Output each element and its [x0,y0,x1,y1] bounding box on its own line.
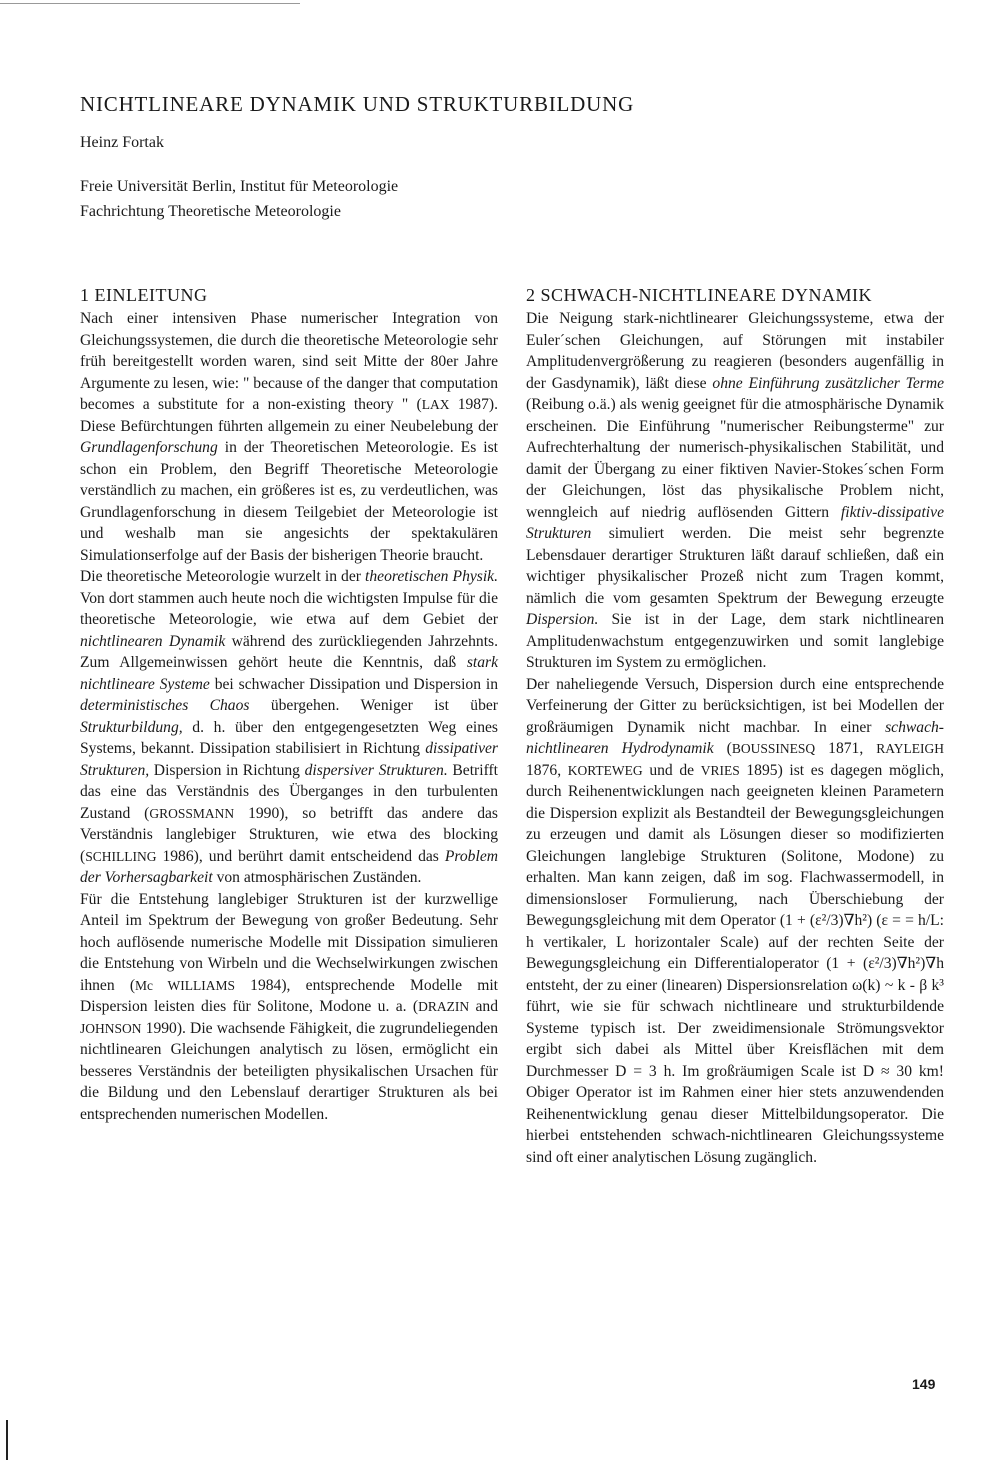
section-2-paragraph-1 [526,308,944,674]
section-1-paragraph-2 [80,566,498,889]
emphasis: Dispersion. [526,611,599,628]
citation: DRAZIN [418,999,470,1014]
text-run: simuliert werden. Die meist sehr begrenzte Lebensdauer derartiger Strukturen läßt darauf schließen, daß ein wichtiger physikalischer Prozeß nicht zum Tragen kommt, nämlich die vom gesamten Spektrum der Bewegung erzeugte [526,525,944,607]
emphasis: Grundlagenforschung [80,439,218,456]
text-run: Von dort stammen auch heute noch die wichtigsten Impulse für die theoretische Meteorologie, wie etwa auf dem Gebiet der [80,589,498,628]
emphasis: nichtlinearen Dynamik [80,632,226,650]
text-run: in der Theoretischen Meteorologie. Es ist schon ein Problem, den Begriff Theoretische Meteorologie verständlich zu machen, ein größeres ist es, zu verdeutlichen, was Grundlagenforschung in diesem Teilgebiet der Meteorologie ist und weshalb man sie angesichts der spektakulären Simulationserfolge auf der Basis der bisherigen Theorie braucht. [80,439,498,564]
citation: JOHNSON [80,1020,142,1036]
text-run: 1986), und berührt damit entscheidend das [156,847,445,865]
left-column [80,285,498,1125]
text-run: 1990). Die wachsende Fähigkeit, die zugrundeliegenden nichtlinearen Gleichungen analytisch zu lösen, ermöglicht ein besseres Verständnis der beteiligten physikalischen Ursachen für die Bildung und den Lebenslauf derartiger Strukturen als bei entsprechenden numerischen Modellen. [80,1019,498,1123]
text-run: 1895) ist es dagegen möglich, durch Reihenentwicklungen nach geeigneten kleinen Parametern die Dispersion explizit als Bestandteil der Bewegungsgleichungen zu erzeugen und damit als Lösungen dieser so modifizierten Gleichungen langlebige Strukturen (Solitone, Modone) zu erhalten. Man kann zeigen, daß im sog. Flachwassermodell, in dimensionsloser Formulierung, nach Überschiebung der Bewegungsgleichung mit dem Operator (1 + (ε²/3)∇h²) (ε = = h/L: h vertikaler, L horizontaler Scale) auf der rechten Seite der Bewegungsgleichung ein Differentialoperator (1 + (ε²/3)∇h²)∇h entsteht, der zu einer (linearen) Dispersionsrelation ω(k) ~ k - β k³ führt, wie sie für schwach nichtlineare und strukturbildende Systeme typisch ist. Der zweidimensionale Strömungsvektor ergibt sich dabei als Mittel über Kreisflächen mit dem Durchmesser D = 3 h. Im großräumigen Scale ist D ≈ 30 km! Obiger Operator ist im Rahmen einer hier stets anzuwendenden Reihenentwicklung genau dieser Mittelbildungsoperator. Die hierbei entstehenden schwach-nichtlinearen Gleichungssysteme sind oft einer analytischen Lösung zugänglich. [526,761,945,1166]
text-run: bei schwacher Dissipation und Dispersion in [209,675,498,693]
emphasis: fiktiv-dissipative Strukturen [526,503,944,542]
text-run: 1876, [526,761,568,779]
emphasis: deterministisches Chaos [80,697,250,714]
text-run: 1990), so betrifft das andere das Verständnis langlebiger Strukturen, wie etwa des blocking ( [80,804,498,865]
citation: SCHILLING [85,848,157,864]
text-run: Der naheliegende Versuch, Dispersion durch eine entsprechende Verfeinerung der Gitter zu berücksichtigen, ist bei Modellen der großräumigen Dynamik nicht machbar. In einer [526,675,944,736]
emphasis: Strukturbildung, [80,718,183,736]
emphasis: stark nichtlineare Systeme [80,654,498,693]
paper-title: NICHTLINEARE DYNAMIK UND STRUKTURBILDUNG [80,92,635,116]
section-1-paragraph-3 [80,889,498,1126]
text-run: Betrifft das eine das Verständnis des Überganges in den turbulenten Zustand ( [80,761,498,822]
author-name: Heinz Fortak [80,134,164,151]
text-run: and [469,998,498,1015]
text-run: Die Neigung stark-nichtlinearer Gleichungssysteme, etwa der Euler´schen Gleichungen, auf Störungen mit instabiler Amplitudenvergrößerung zu reagieren (besonders augenfällig in der Gasdynamik), läßt diese [526,310,944,392]
section-1-heading: 1 EINLEITUNG [80,285,208,305]
emphasis: ohne Einführung zusätzlicher Terme [712,374,945,392]
text-run: 1987). Diese Befürchtungen führten allgemein zu einer Neubelebung der [80,396,498,435]
text-run: Sie ist in der Lage, dem stark nichtlinearen Amplitudenwachstum entgegenzuwirken und somit langlebige Strukturen im System zu ermöglichen. [526,611,944,671]
section-2-paragraph-2 [526,674,944,1169]
text-run: Nach einer intensiven Phase numerischer Integration von Gleichungssystemen, die durch die theoretische Meteorologie sehr früh bereitgestellt worden waren, sind seit Mitte der 80er Jahre Argumente zu lesen, wie: " because of the danger that computation becomes a substitute for a non-existing theory " ( [80,310,498,413]
text-run: (Reibung o.ä.) als wenig geeignet für die atmosphärische Dynamik erscheinen. Die Einführung "numerischer Reibungsterme" zur Aufrechterhaltung der numerisch-physikalischen Stabilität, und damit der Übergang zu einer fiktiven Navier-Stokes´schen Form der Gleichungen, löst das physikalische Problem nicht, wenngleich auf niedrig auflösenden Gittern [526,396,944,521]
citation: BOUSSINESQ [731,741,816,756]
text-run: Für die Entstehung langlebiger Strukturen ist der kurzwellige Anteil im Spektrum der Bewegung von großer Bedeutung. Sehr hoch auflösende numerische Modelle mit Dissipation simulieren die Entstehung von Wirbeln und die Wechselwirkungen zwischen ihnen ( [80,890,498,994]
emphasis: dissipativer Strukturen, [80,740,498,779]
text-run: ( [713,740,732,757]
emphasis: schwach-nichtlinearen Hydrodynamik [526,718,944,757]
section-2-heading: 2 SCHWACH-NICHTLINEARE DYNAMIK [526,285,872,305]
citation: VRIES [700,762,740,778]
emphasis: dispersiver Strukturen. [304,761,448,779]
affiliation [80,174,398,224]
emphasis: Problem der Vorhersagbarkeit [80,847,498,886]
text-run: während des zurückliegenden Jahrzehnts. Zum Allgemeinwissen gehört heute die Kenntnis, daß [80,632,498,671]
text-run: übergehen. Weniger ist über [249,697,498,714]
page-number: 149 [912,1376,936,1392]
emphasis: theoretischen Physik. [365,568,499,585]
text-run: 1984), entsprechende Modelle mit Dispersion leisten dies für Solitone, Modone u. a. ( [80,976,498,1015]
citation: LAX [421,397,450,412]
right-column [526,285,944,1168]
citation: Mc WILLIAMS [135,977,235,993]
citation: KORTEWEG [567,762,643,778]
text-run: 1871, [815,740,877,757]
scan-margin-mark [6,1420,8,1460]
top-rule [0,3,300,4]
affiliation-line-2: Fachrichtung Theoretische Meteorologie [80,203,341,220]
text-run: Die theoretische Meteorologie wurzelt in der [80,568,366,585]
text-run: und de [642,761,701,779]
affiliation-line-1: Freie Universität Berlin, Institut für Meteorologie [80,178,399,195]
text-run: von atmosphärischen Zuständen. [212,869,422,886]
text-run: Dispersion in Richtung [149,761,305,779]
text-run: d. h. über den entgegengesetzten Weg eines Systems, bekannt. Dissipation stabilisiert in Richtung [80,718,498,757]
section-1-paragraph-1 [80,308,498,566]
citation: RAYLEIGH [876,741,945,756]
citation: GROSSMANN [149,805,235,821]
